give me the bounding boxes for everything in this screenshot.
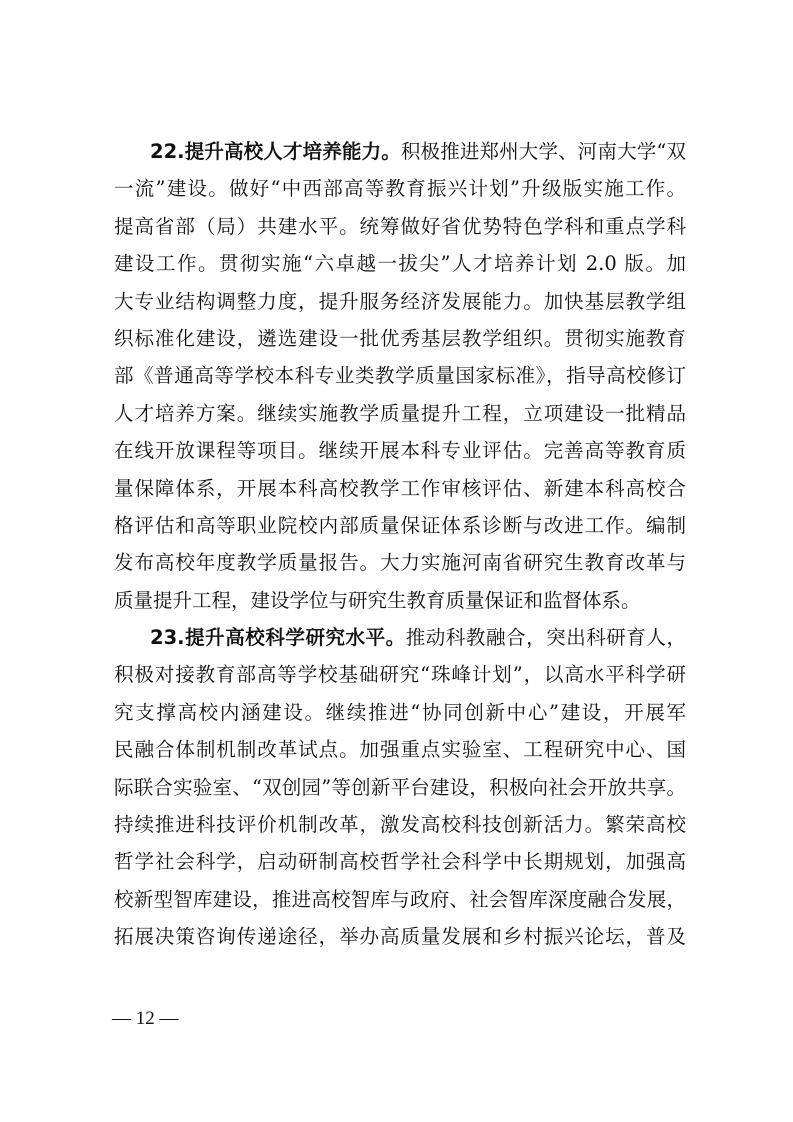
text-line: 织标准化建设，遴选建设一批优秀基层教学组织。贯彻实施教育	[114, 326, 686, 350]
paragraph-22-first-line	[114, 133, 686, 170]
paragraph-23-text: 推动科教融合，突出科研育人，	[405, 626, 686, 650]
text-line: 民融合体制机制改革试点。加强重点实验室、工程研究中心、国	[114, 738, 686, 762]
text-line: 持续推进科技评价机制改革，激发高校科技创新活力。繁荣高校	[114, 813, 686, 837]
text-line: 积极对接教育部高等学校基础研究“珠峰计划”，以高水平科学研	[114, 663, 686, 687]
text-line: 量保障体系，开展本科高校教学工作审核评估、新建本科高校合	[114, 476, 686, 500]
text-line: 拓展决策咨询传递途径，举办高质量发展和乡村振兴论坛，普及	[114, 925, 686, 949]
text-line: 在线开放课程等项目。继续开展本科专业评估。完善高等教育质	[114, 439, 686, 463]
text-line: 哲学社会科学，启动研制高校哲学社会科学中长期规划，加强高	[114, 850, 686, 874]
section-heading-23: 23.提升高校科学研究水平。	[150, 626, 406, 650]
section-heading-22: 22.提升高校人才培养能力。	[150, 140, 401, 163]
text-line: 格评估和高等职业院校内部质量保证体系诊断与改进工作。编制	[114, 513, 686, 537]
text-line: 质量提升工程，建设学位与研究生教育质量保证和监督体系。	[114, 588, 641, 612]
page-number: — 12 —	[112, 1008, 179, 1029]
body-text	[114, 133, 686, 956]
text-line: 大专业结构调整力度，提升服务经济发展能力。加快基层教学组	[114, 289, 686, 313]
text-line: 发布高校年度教学质量报告。大力实施河南省研究生教育改革与	[114, 551, 686, 575]
text-line: 一流”建设。做好“中西部高等教育振兴计划”升级版实施工作。	[114, 177, 686, 201]
text-line: 建设工作。贯彻实施“六卓越一拔尖”人才培养计划 2.0 版。加	[114, 252, 686, 276]
text-line: 人才培养方案。继续实施教学质量提升工程，立项建设一批精品	[114, 401, 686, 425]
paragraph-22-text: 积极推进郑州大学、河南大学“双	[400, 140, 686, 163]
text-line: 际联合实验室、“双创园”等创新平台建设，积极向社会开放共享。	[114, 775, 686, 799]
text-line: 校新型智库建设，推进高校智库与政府、社会智库深度融合发展，	[114, 887, 686, 911]
text-line: 提高省部（局）共建水平。统筹做好省优势特色学科和重点学科	[114, 214, 686, 238]
text-line: 究支撑高校内涵建设。继续推进“协同创新中心”建设，开展军	[114, 700, 686, 724]
paragraph-23-first-line	[114, 619, 686, 656]
text-line: 部《普通高等学校本科专业类教学质量国家标准》，指导高校修订	[114, 364, 686, 388]
